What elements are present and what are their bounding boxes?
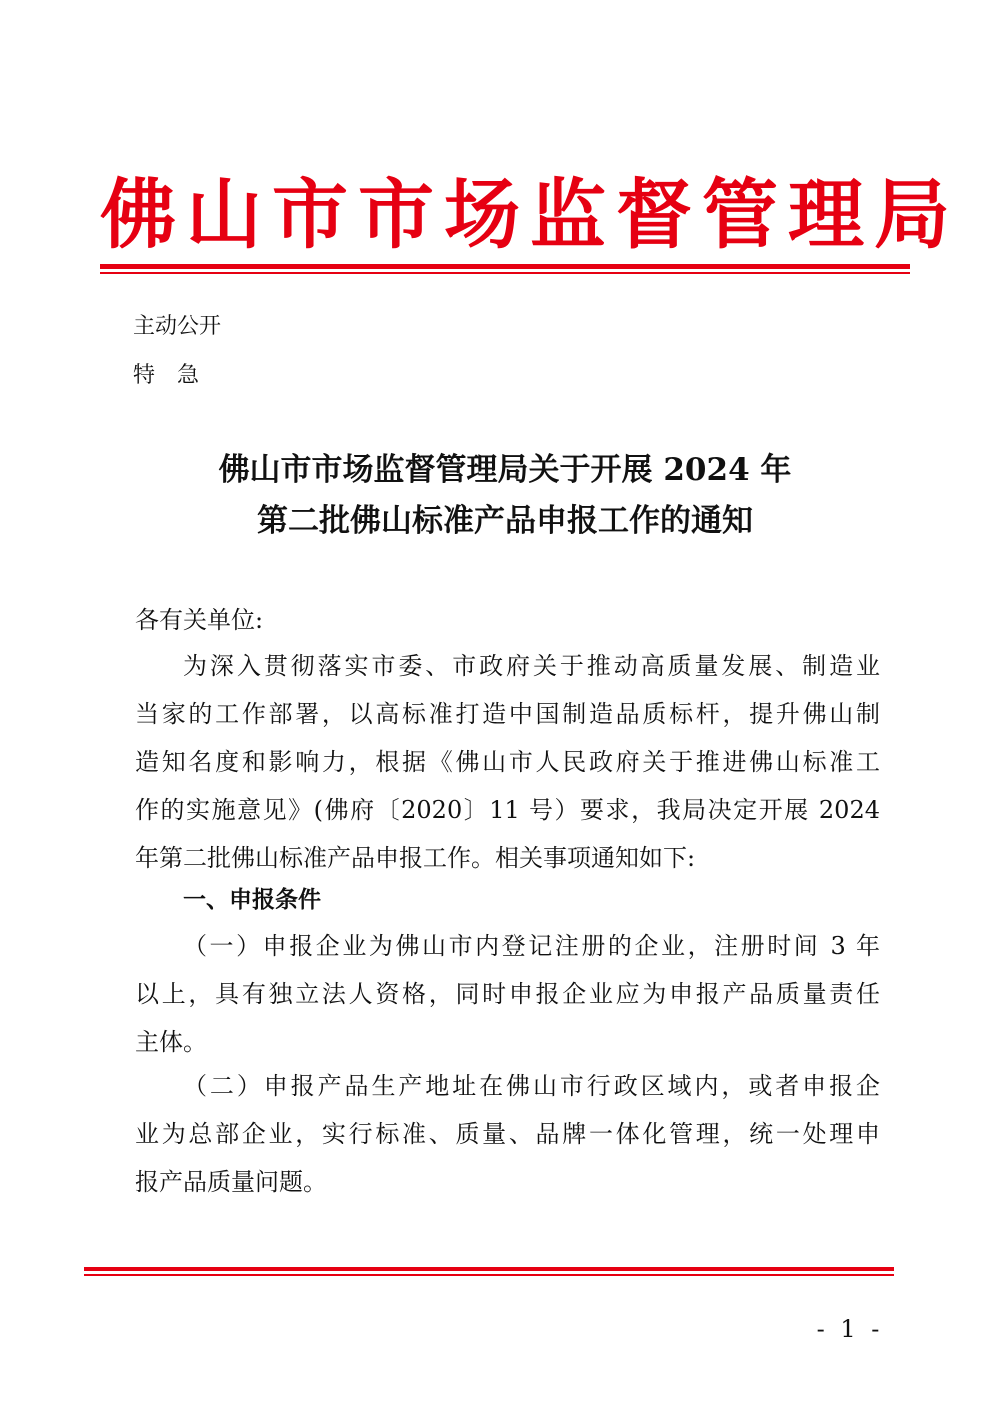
condition-item-2 [135,1062,880,1206]
paragraph-line: 业为总部企业，实行标准、质量、品牌一体化管理，统一处理申 [135,1120,880,1148]
paragraph-line: 造知名度和影响力，根据《佛山市人民政府关于推进佛山标准工 [135,748,880,776]
salutation: 各有关单位: [135,606,264,634]
paragraph-line: 报产品质量问题。 [135,1168,327,1196]
paragraph-line: （二）申报产品生产地址在佛山市行政区域内，或者申报企 [183,1072,880,1100]
paragraph-line: 为深入贯彻落实市委、市政府关于推动高质量发展、制造业 [183,652,880,680]
agency-masthead: 佛山市市场监督管理局 [100,170,960,259]
document-title-line-1: 佛山市市场监督管理局关于开展 2024 年 [218,452,792,488]
page-number: - 1 - [816,1315,884,1343]
header-red-rule-thin [100,272,910,274]
condition-item-1 [135,922,880,1066]
document-title-line-2: 第二批佛山标准产品申报工作的通知 [257,503,753,539]
intro-paragraph [135,642,880,882]
paragraph-line: 作的实施意见》(佛府〔2020〕11 号）要求，我局决定开展 2024 [135,796,880,824]
paragraph-line: （一）申报企业为佛山市内登记注册的企业，注册时间 3 年 [183,932,880,960]
header-red-rule-thick [100,264,910,269]
footer-red-rule-thin [84,1274,894,1276]
paragraph-line: 主体。 [135,1028,207,1056]
paragraph-line: 年第二批佛山标准产品申报工作。相关事项通知如下: [135,844,696,872]
section-heading: 一、申报条件 [183,887,321,913]
footer-red-rule-thick [84,1267,894,1271]
paragraph-line: 以上，具有独立法人资格，同时申报企业应为申报产品质量责任 [135,980,880,1008]
paragraph-line: 当家的工作部署，以高标准打造中国制造品质标杆，提升佛山制 [135,700,880,728]
urgency-label: 特急 [133,363,222,388]
disclosure-label: 主动公开 [133,314,222,339]
